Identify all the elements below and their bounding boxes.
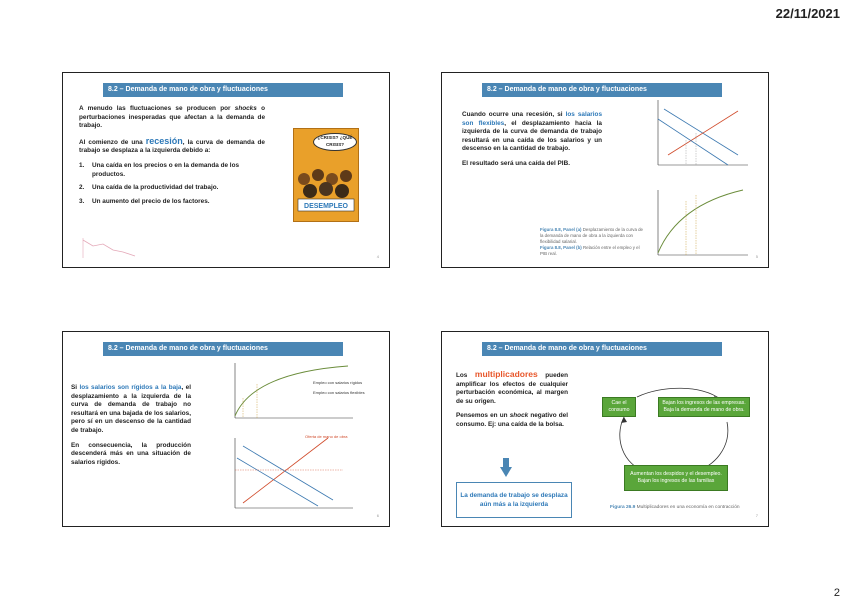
labor-market-graph [638, 95, 748, 261]
sticky-wages-graph [223, 358, 365, 523]
figure-caption: Figura 8.8, Panel (a) Desplazamiento de la curva de la demanda de mano de obra a la izquierda con flexibilidad salarial. Figura 8.8, Panel (b) Relación entre el empleo y el PIB real. [540, 227, 643, 256]
slide-title: 8.2 – Demanda de mano de obra y fluctuaciones [482, 342, 722, 356]
list-item: 3. Un aumento del precio de los factores. [79, 197, 210, 205]
list-item: 1. Una caída en los precios o en la demanda de los productos. [79, 161, 240, 178]
paragraph: El resultado será una caída del PIB. [462, 159, 570, 167]
slide-number: 5 [755, 254, 758, 259]
slide-body [462, 111, 602, 175]
slide-title: 8.2 – Demanda de mano de obra y fluctuaciones [103, 83, 343, 97]
callout-box: La demanda de trabajo se desplaza aún más a la izquierda [456, 482, 572, 518]
slide-body [456, 370, 568, 436]
arrow-down-icon [500, 467, 512, 477]
cycle-node-consumption: Cae el consumo [602, 397, 636, 417]
slide-title: 8.2 – Demanda de mano de obra y fluctuaciones [103, 342, 343, 356]
slide-thumbnail-4[interactable] [441, 331, 769, 527]
slide-body [79, 105, 265, 211]
paragraph: Pensemos en un shock negativo del consumo. Ej: una caída de la bolsa. [456, 412, 569, 428]
figure-caption: Figura 26.9 Multiplicadores en una economía en contracción [610, 505, 740, 510]
list-item: 2. Una caída de la productividad del trabajo. [79, 184, 219, 192]
slide-number: 4 [376, 254, 379, 259]
paragraph: A menudo las fluctuaciones se producen por shocks o perturbaciones inesperadas que afectan a la demanda de trabajo. [79, 105, 265, 130]
decorative-line [83, 238, 143, 258]
cycle-node-households: Aumentan los despidos y el desempleo. Bajan los ingresos de las familias [624, 465, 728, 491]
chart-label: Empleo con salarios flexibles [313, 390, 365, 395]
cycle-node-firms: Bajan los ingresos de las empresas. Baja la demanda de mano de obra. [658, 397, 750, 417]
paragraph: En consecuencia, la producción descenderá más en una situación de salarios rígidos. [71, 441, 191, 466]
slide-thumbnail-2[interactable] [441, 72, 769, 268]
slide-thumbnail-1[interactable] [62, 72, 390, 268]
slide-number: 6 [376, 513, 379, 518]
paragraph: Al comienzo de una recesión, la curva de demanda de trabajo se desplaza a la izquierda debido a: [79, 135, 265, 155]
chart-label: Oferta de mano de obra [305, 434, 348, 439]
paragraph: Los multiplicadores pueden amplificar los efectos de cualquier perturbación económica, al margen de su origen. [456, 369, 568, 405]
slide-title: 8.2 – Demanda de mano de obra y fluctuaciones [482, 83, 722, 97]
chart-label: Empleo con salarios rígidos [313, 380, 363, 385]
cartoon-bubble: ¿CRISIS? ¿QUÉ CRISIS? [313, 133, 357, 151]
date: 22/11/2021 [775, 6, 840, 21]
slide-thumbnail-3[interactable] [62, 331, 390, 527]
cartoon-sign-text: DESEMPLEO [304, 203, 348, 210]
slide-number: 7 [755, 513, 758, 518]
paragraph: Cuando ocurre una recesión, si los salarios son flexibles, el desplazamiento hacia la izquierda de la curva de demanda de trabajo resultará en una caída de los salarios y un descenso en la cantidad de trabajo. [462, 111, 602, 153]
multiplier-cycle-diagram [602, 377, 752, 492]
cause-list [79, 162, 265, 206]
slide-body [71, 384, 191, 473]
paragraph: Si los salarios son rígidos a la baja, el desplazamiento a la izquierda de la curva de demanda de trabajo no resultará en una bajada de los salarios, pero sí en un descenso de la cantidad de trabajo. [71, 384, 191, 434]
page-number: 2 [833, 587, 840, 599]
